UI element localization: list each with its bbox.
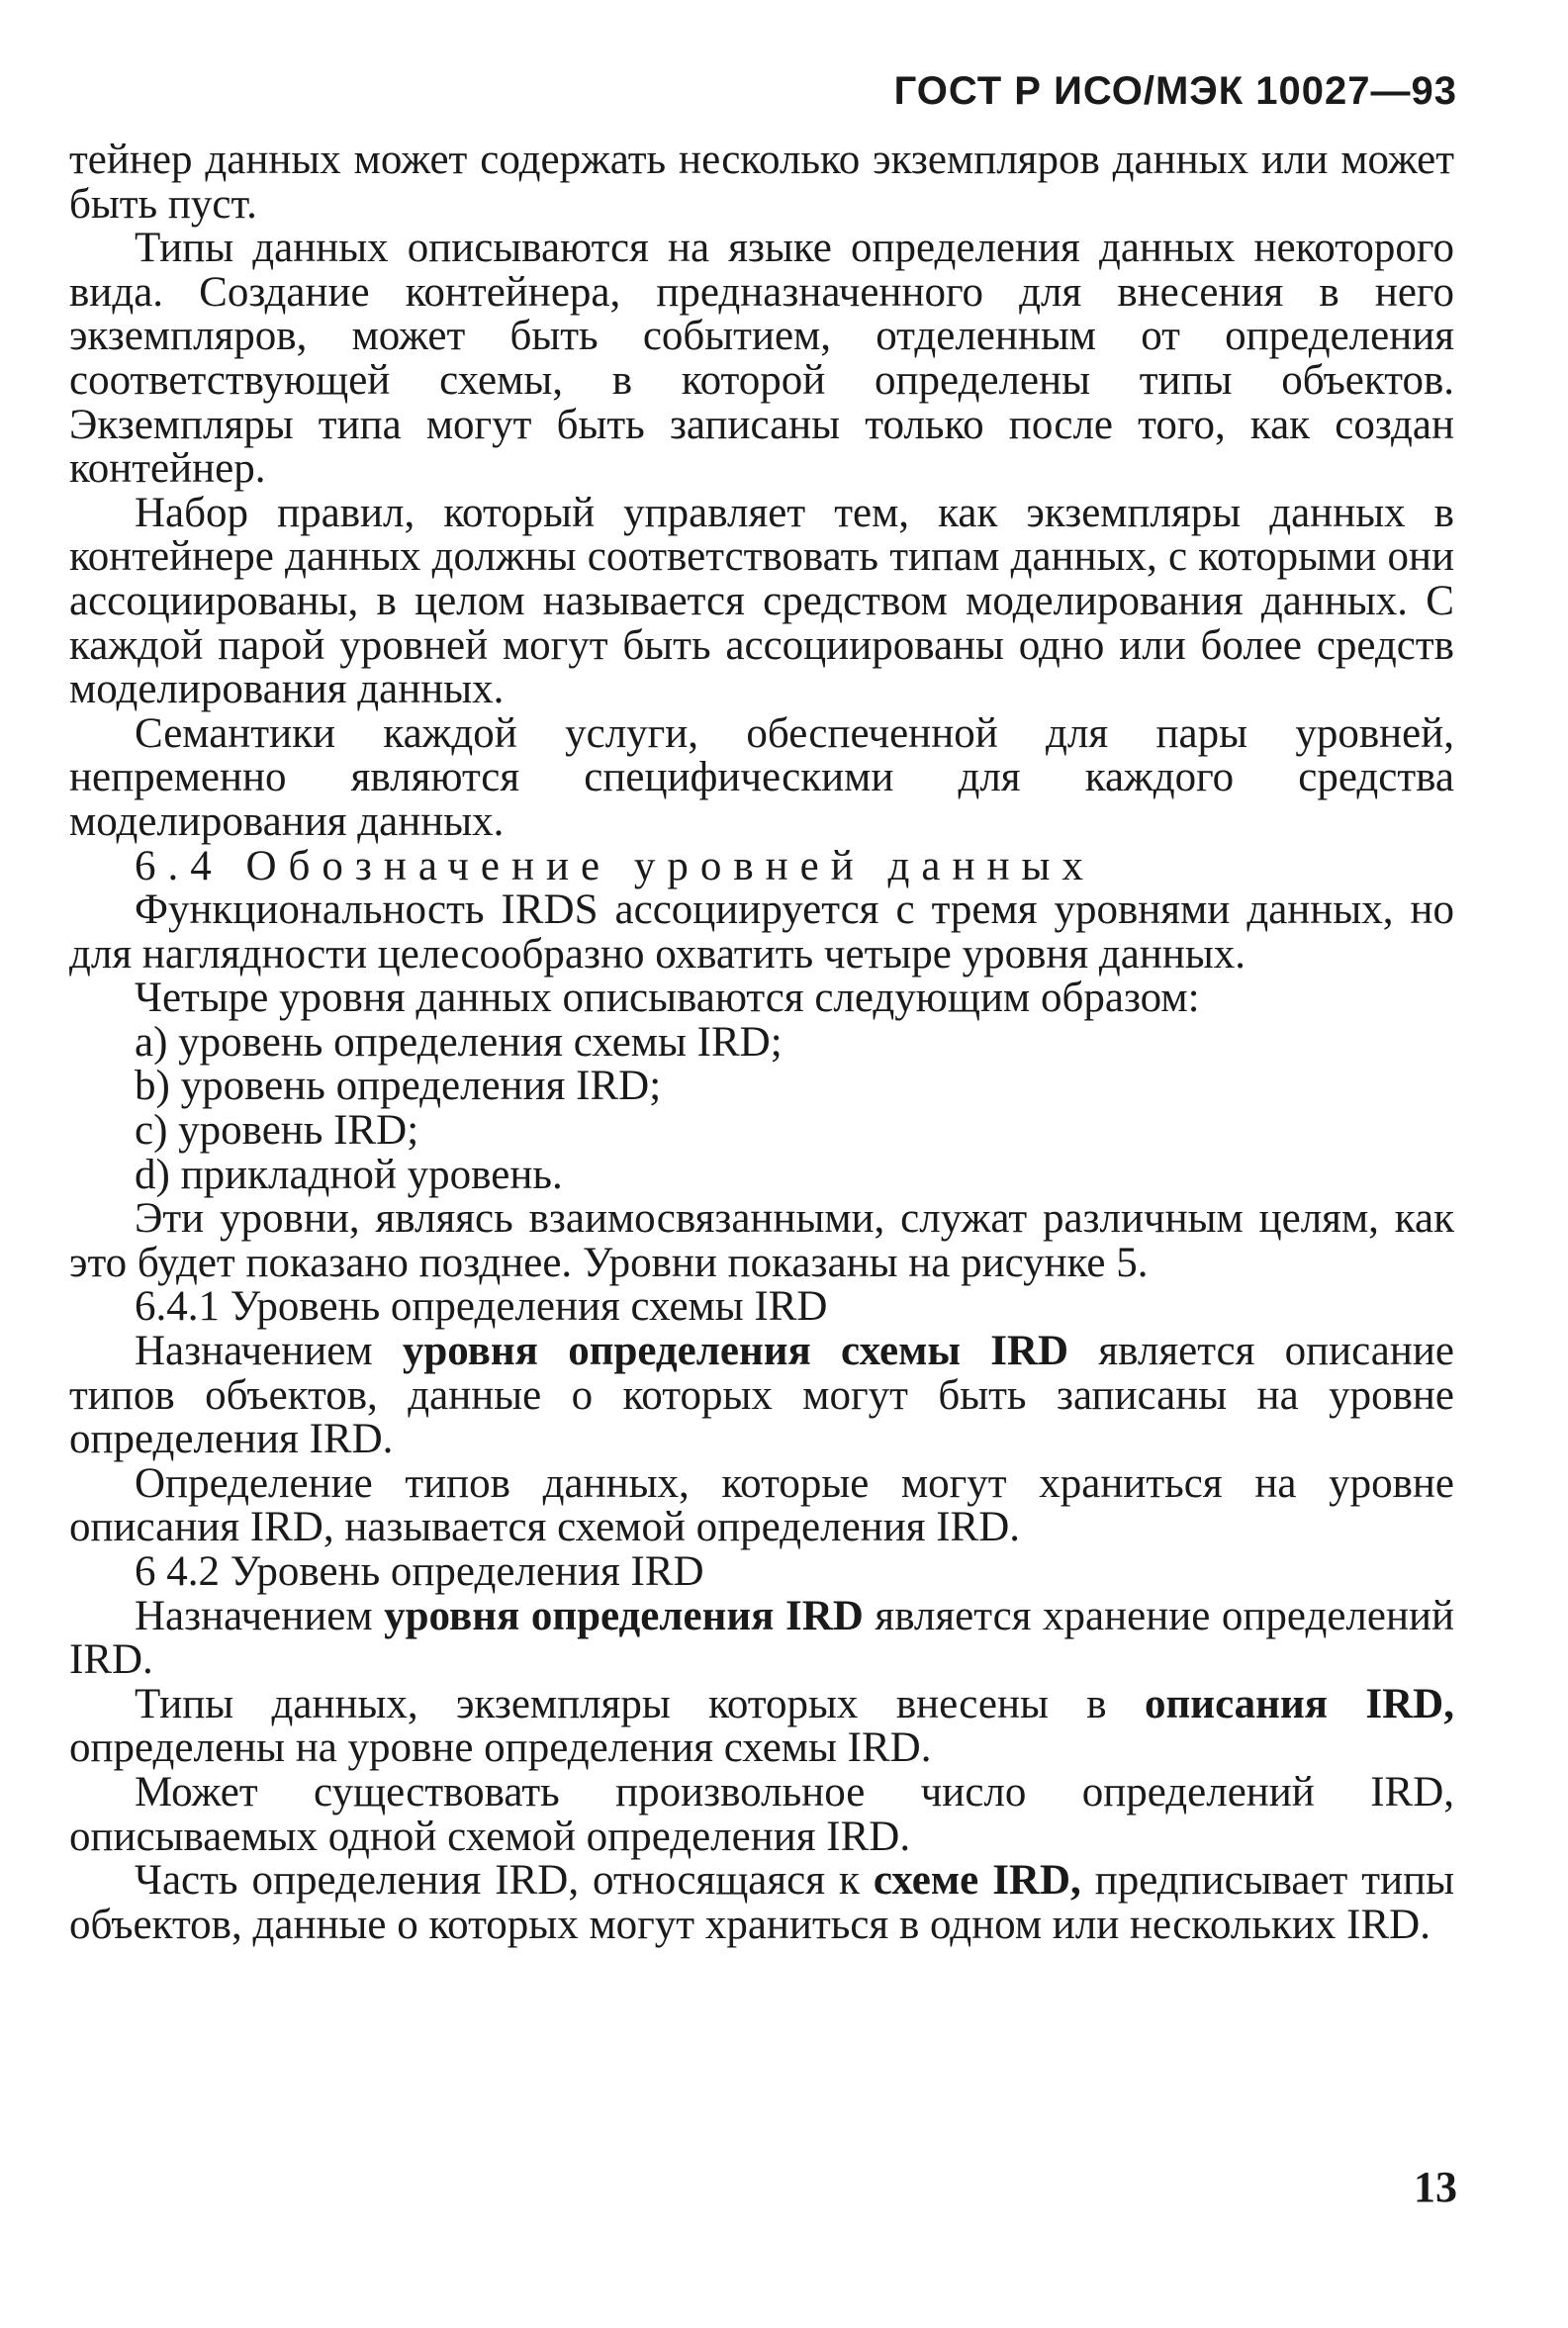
text-run: определены на уровне определения схемы IRD. xyxy=(69,1724,932,1772)
list-item: а) уровень определения схемы IRD; xyxy=(135,1018,783,1066)
paragraph: Четыре уровня данных описываются следующим образом: xyxy=(135,975,1200,1022)
subsection-heading: 6 4.2 Уровень определения IRD xyxy=(135,1548,704,1595)
paragraph xyxy=(69,1680,1454,1772)
text-run: является описание типов объектов, данные о которых могут быть записаны на уровне определения IRD. xyxy=(69,1328,1454,1463)
paragraph: Набор правил, который управляет тем, как экземпляры данных в контейнере данных должны соответствовать типам данных, с которыми они ассоциированы, в целом называется средством моделирования данных. С каждой парой уровней могут быть ассоциированы одно или более средств моделирования данных. xyxy=(69,489,1454,713)
page-number: 13 xyxy=(1414,2163,1457,2211)
text-run: Назначением xyxy=(135,1592,385,1639)
paragraph: Семантики каждой услуги, обеспеченной для пары уровней, непременно являются специфическими для каждого средства моделирования данных. xyxy=(69,709,1454,845)
term-bold: описания IRD, xyxy=(1145,1680,1454,1727)
section-heading: 6.4 Обозначение уровней данных xyxy=(135,842,1095,889)
paragraph: Типы данных описываются на языке определения данных некоторого вида. Создание контейнера, предназначенного для внесения в него экземпляров, может быть событием, отделенным от определения соответствующей схемы, в которой определены типы объектов. Экземпляры типа могут быть записаны только после того, как создан контейнер. xyxy=(69,225,1454,493)
subsection-heading: 6.4.1 Уровень определения схемы IRD xyxy=(135,1283,828,1331)
paragraph: Может существовать произвольное число определений IRD, описываемых одной схемой определения IRD. xyxy=(69,1768,1454,1860)
paragraph xyxy=(69,1592,1454,1684)
paragraph: тейнер данных может содержать несколько экземпляров данных или может быть пуст. xyxy=(69,137,1454,228)
paragraph: Функциональность IRDS ассоциируется с тремя уровнями данных, но для наглядности целесообразно охватить четыре уровня данных. xyxy=(69,886,1454,978)
paragraph xyxy=(69,1859,1454,1947)
text-run: Назначением xyxy=(135,1328,403,1375)
running-header: ГОСТ Р ИСО/МЭК 10027—93 xyxy=(893,69,1457,113)
body-text xyxy=(69,139,1454,1947)
paragraph xyxy=(69,1330,1454,1462)
text-run: Часть определения IRD, относящаяся к xyxy=(135,1857,874,1905)
list-item: b) уровень определения IRD; xyxy=(135,1063,662,1110)
list-item: d) прикладной уровень. xyxy=(135,1151,563,1198)
term-bold: уровня определения IRD xyxy=(384,1592,864,1639)
text-run: Типы данных, экземпляры которых внесены в xyxy=(135,1680,1146,1727)
text-run: является хранение определений IRD. xyxy=(69,1592,1454,1684)
text-run: предписывает типы объектов, данные о которых могут храниться в одном или нескольких IRD. xyxy=(69,1857,1454,1948)
term-bold: схеме IRD, xyxy=(873,1857,1081,1905)
paragraph: Эти уровни, являясь взаимосвязанными, служат различным целям, как это будет показано позднее. Уровни показаны на рисунке 5. xyxy=(69,1195,1454,1286)
list-item: с) уровень IRD; xyxy=(135,1107,419,1155)
term-bold: уровня определения схемы IRD xyxy=(402,1328,1069,1375)
paragraph: Определение типов данных, которые могут храниться на уровне описания IRD, называется схемой определения IRD. xyxy=(69,1459,1454,1551)
